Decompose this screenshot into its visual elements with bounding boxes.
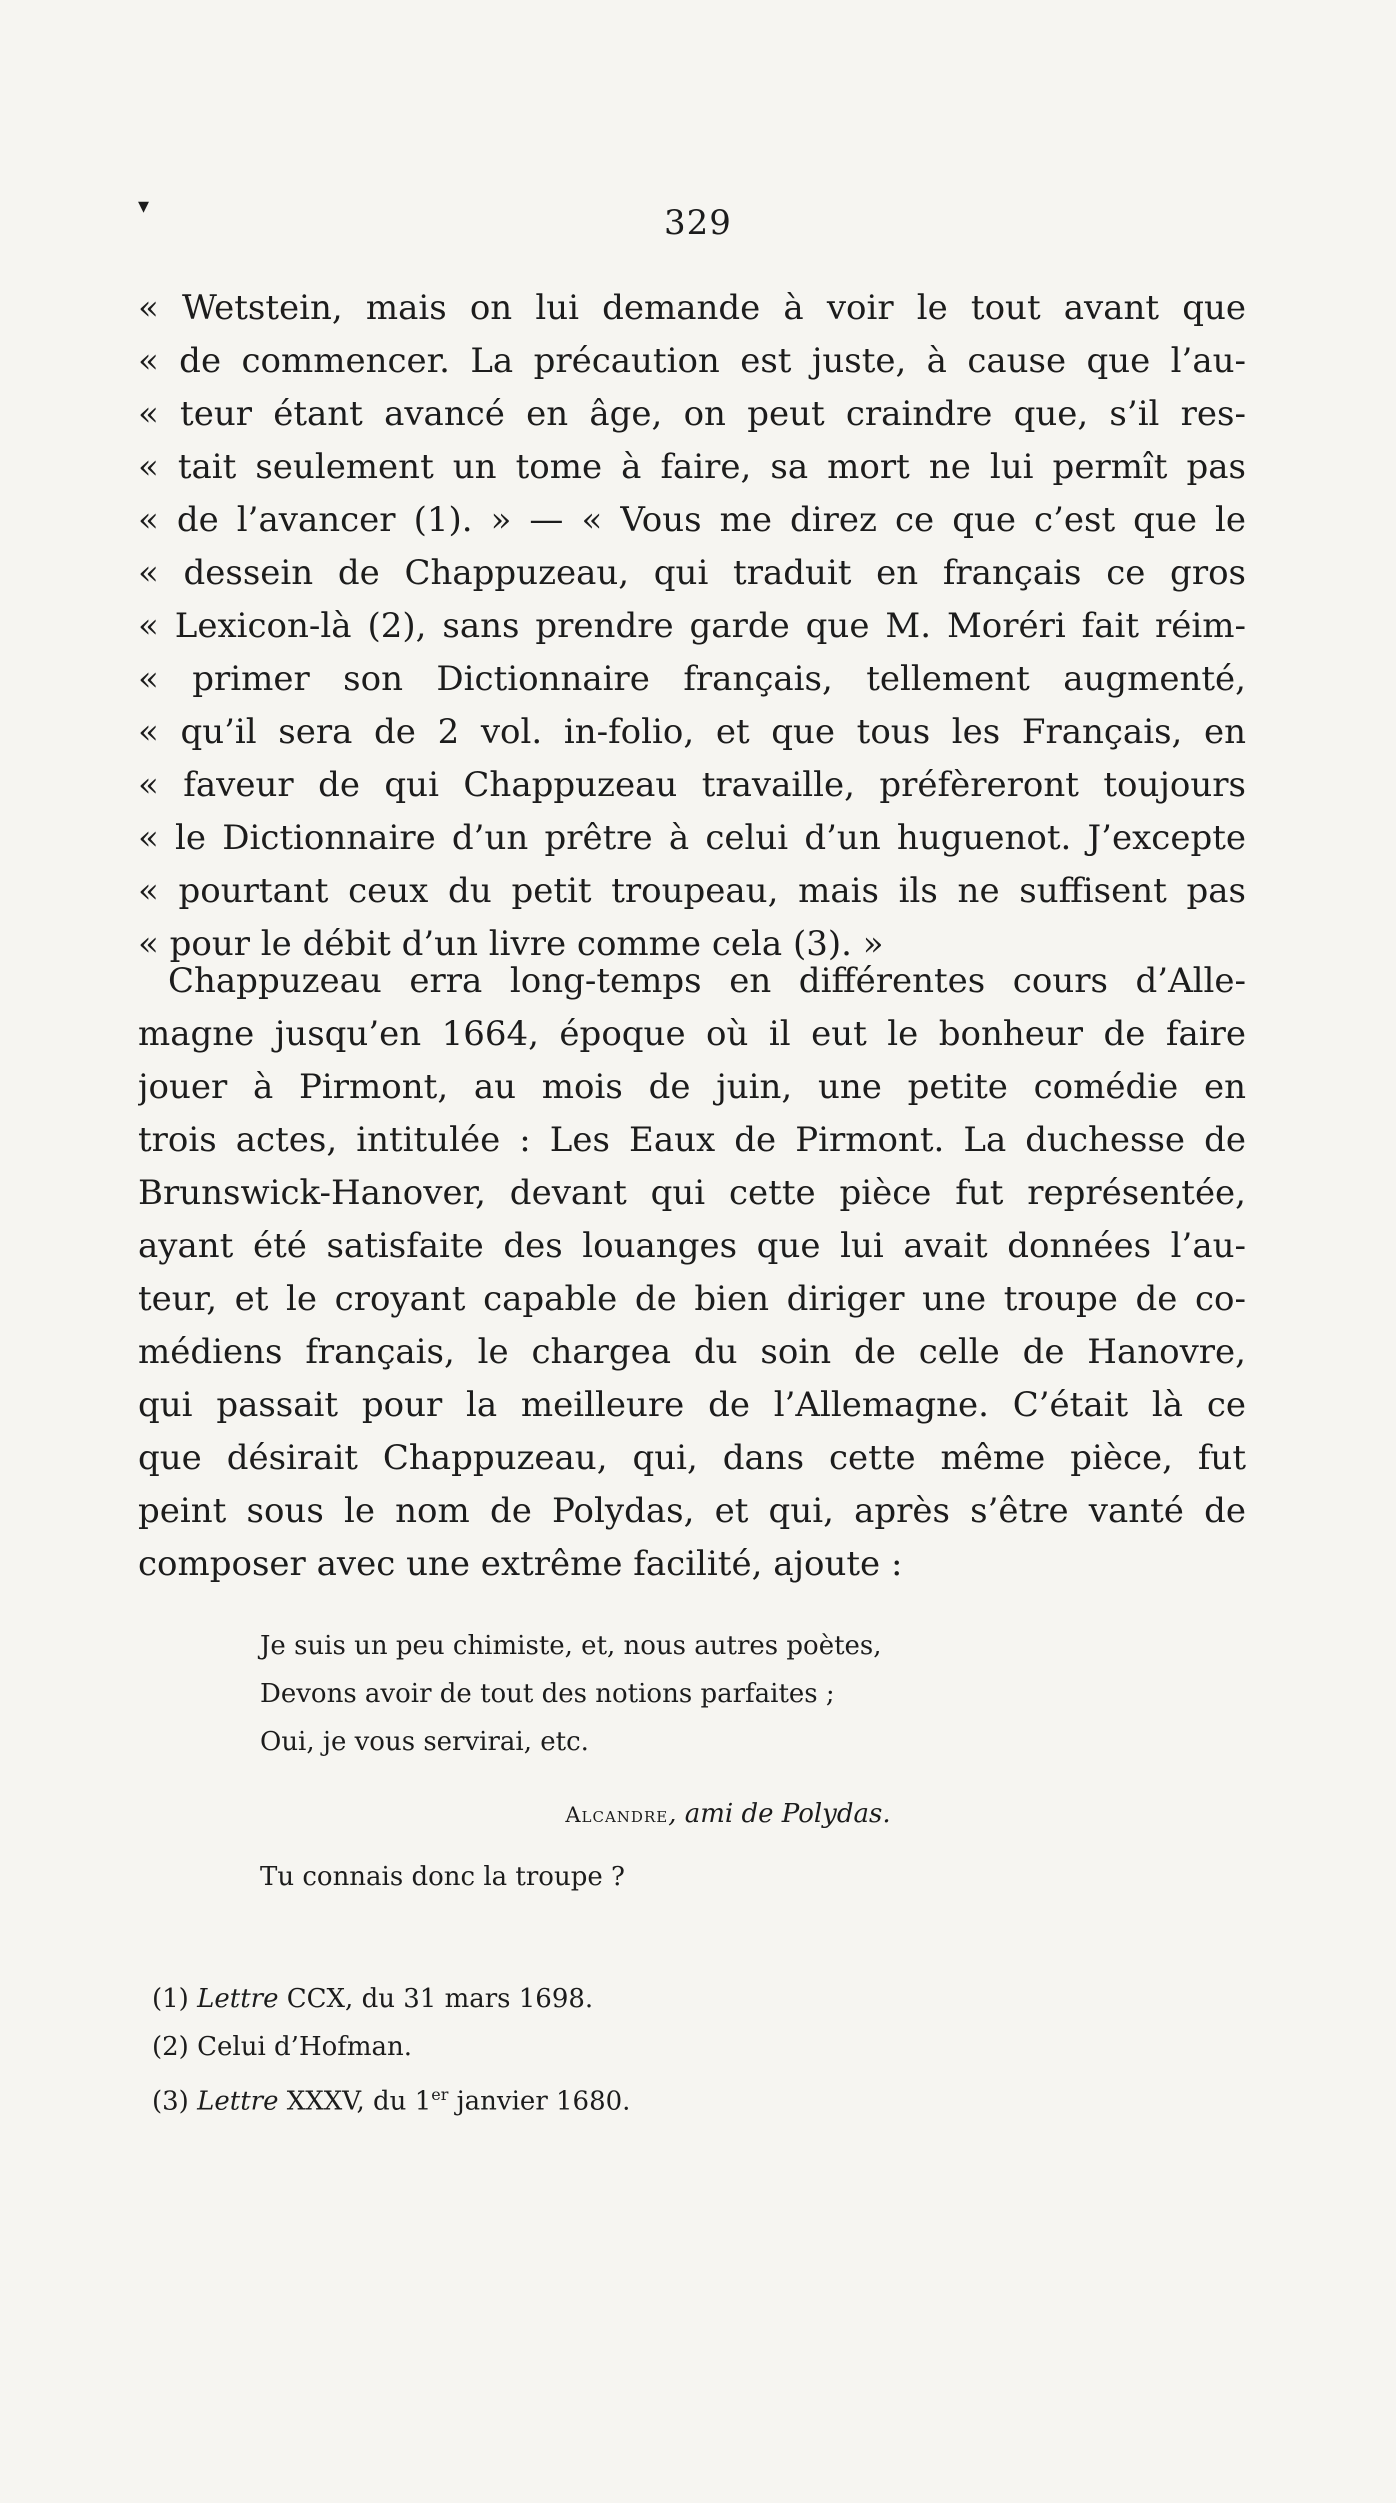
footnote-superscript: er [431, 2085, 449, 2104]
verse-line: Je suis un peu chimiste, et, nous autres poètes, [260, 1631, 882, 1661]
text-line: « pourtant ceux du petit troupeau, mais ils ne suffisent pas [138, 871, 1246, 911]
text-line: peint sous le nom de Polydas, et qui, après s’être vanté de [138, 1491, 1246, 1531]
text-line: « Wetstein, mais on lui demande à voir le tout avant que [138, 288, 1246, 328]
text-line: « dessein de Chappuzeau, qui traduit en français ce gros [138, 553, 1246, 593]
footnote-mark: (1) [152, 1984, 189, 2014]
dialogue-reply: Tu connais donc la troupe ? [260, 1862, 625, 1892]
speaker-heading [0, 1799, 1396, 1829]
text-line: Chappuzeau erra long-temps en différentes cours d’Alle- [168, 961, 1246, 1001]
text-line: qui passait pour la meilleure de l’Allemagne. C’était là ce [138, 1385, 1246, 1425]
body-paragraph [138, 955, 1246, 1591]
text-line: « de commencer. La précaution est juste, à cause que l’au- [138, 341, 1246, 381]
footnote-title: Lettre [197, 2086, 279, 2117]
text-line: médiens français, le chargea du soin de celle de Hanovre, [138, 1332, 1246, 1372]
verse-line: Devons avoir de tout des notions parfaites ; [260, 1679, 835, 1709]
quoted-letter-excerpt [138, 282, 1246, 971]
text-line: « le Dictionnaire d’un prêtre à celui d’un huguenot. J’excepte [138, 818, 1246, 858]
page-number: 329 [664, 203, 732, 243]
footnote-mark: (3) [152, 2086, 189, 2117]
footnote-text: CCX, du 31 mars 1698. [278, 1984, 594, 2014]
footnote-mark: (2) [152, 2032, 189, 2062]
verse-line: Oui, je vous servirai, etc. [260, 1727, 589, 1757]
footnote [152, 2071, 630, 2119]
text-line: « qu’il sera de 2 vol. in-folio, et que tous les Français, en [138, 712, 1246, 752]
footnote [152, 2023, 630, 2071]
text-line: « pour le débit d’un livre comme cela (3). » [138, 924, 884, 964]
text-line: trois actes, intitulée : Les Eaux de Pirmont. La duchesse de [138, 1120, 1246, 1160]
footnote-text-tail: janvier 1680. [448, 2086, 631, 2117]
text-line: « primer son Dictionnaire français, tellement augmenté, [138, 659, 1246, 699]
text-line: « faveur de qui Chappuzeau travaille, préfèreront toujours [138, 765, 1246, 805]
text-line: « teur étant avancé en âge, on peut craindre que, s’il res- [138, 394, 1246, 434]
footnotes [152, 1975, 630, 2119]
text-line: « de l’avancer (1). » — « Vous me direz ce que c’est que le [138, 500, 1246, 540]
text-line: ayant été satisfaite des louanges que lui avait données l’au- [138, 1226, 1246, 1266]
margin-mark: ▾ [138, 193, 150, 219]
text-line: jouer à Pirmont, au mois de juin, une petite comédie en [138, 1067, 1246, 1107]
text-line: Brunswick-Hanover, devant qui cette pièce fut représentée, [138, 1173, 1246, 1213]
speaker-name: Alcandre [565, 1803, 669, 1827]
text-line: teur, et le croyant capable de bien diriger une troupe de co- [138, 1279, 1246, 1319]
text-line: « Lexicon-là (2), sans prendre garde que M. Moréri fait réim- [138, 606, 1246, 646]
footnote-text: Celui d’Hofman. [197, 2032, 413, 2062]
text-line: que désirait Chappuzeau, qui, dans cette même pièce, fut [138, 1438, 1246, 1478]
footnote-title: Lettre [197, 1984, 279, 2014]
text-line: magne jusqu’en 1664, époque où il eut le bonheur de faire [138, 1014, 1246, 1054]
footnote [152, 1975, 630, 2023]
text-line: composer avec une extrême facilité, ajoute : [138, 1544, 903, 1584]
footnote-text: XXXV, du 1 [278, 2086, 432, 2117]
text-line: « tait seulement un tome à faire, sa mort ne lui permît pas [138, 447, 1246, 487]
verse-quotation [260, 1622, 882, 1766]
speaker-role: , ami de Polydas. [668, 1799, 891, 1829]
